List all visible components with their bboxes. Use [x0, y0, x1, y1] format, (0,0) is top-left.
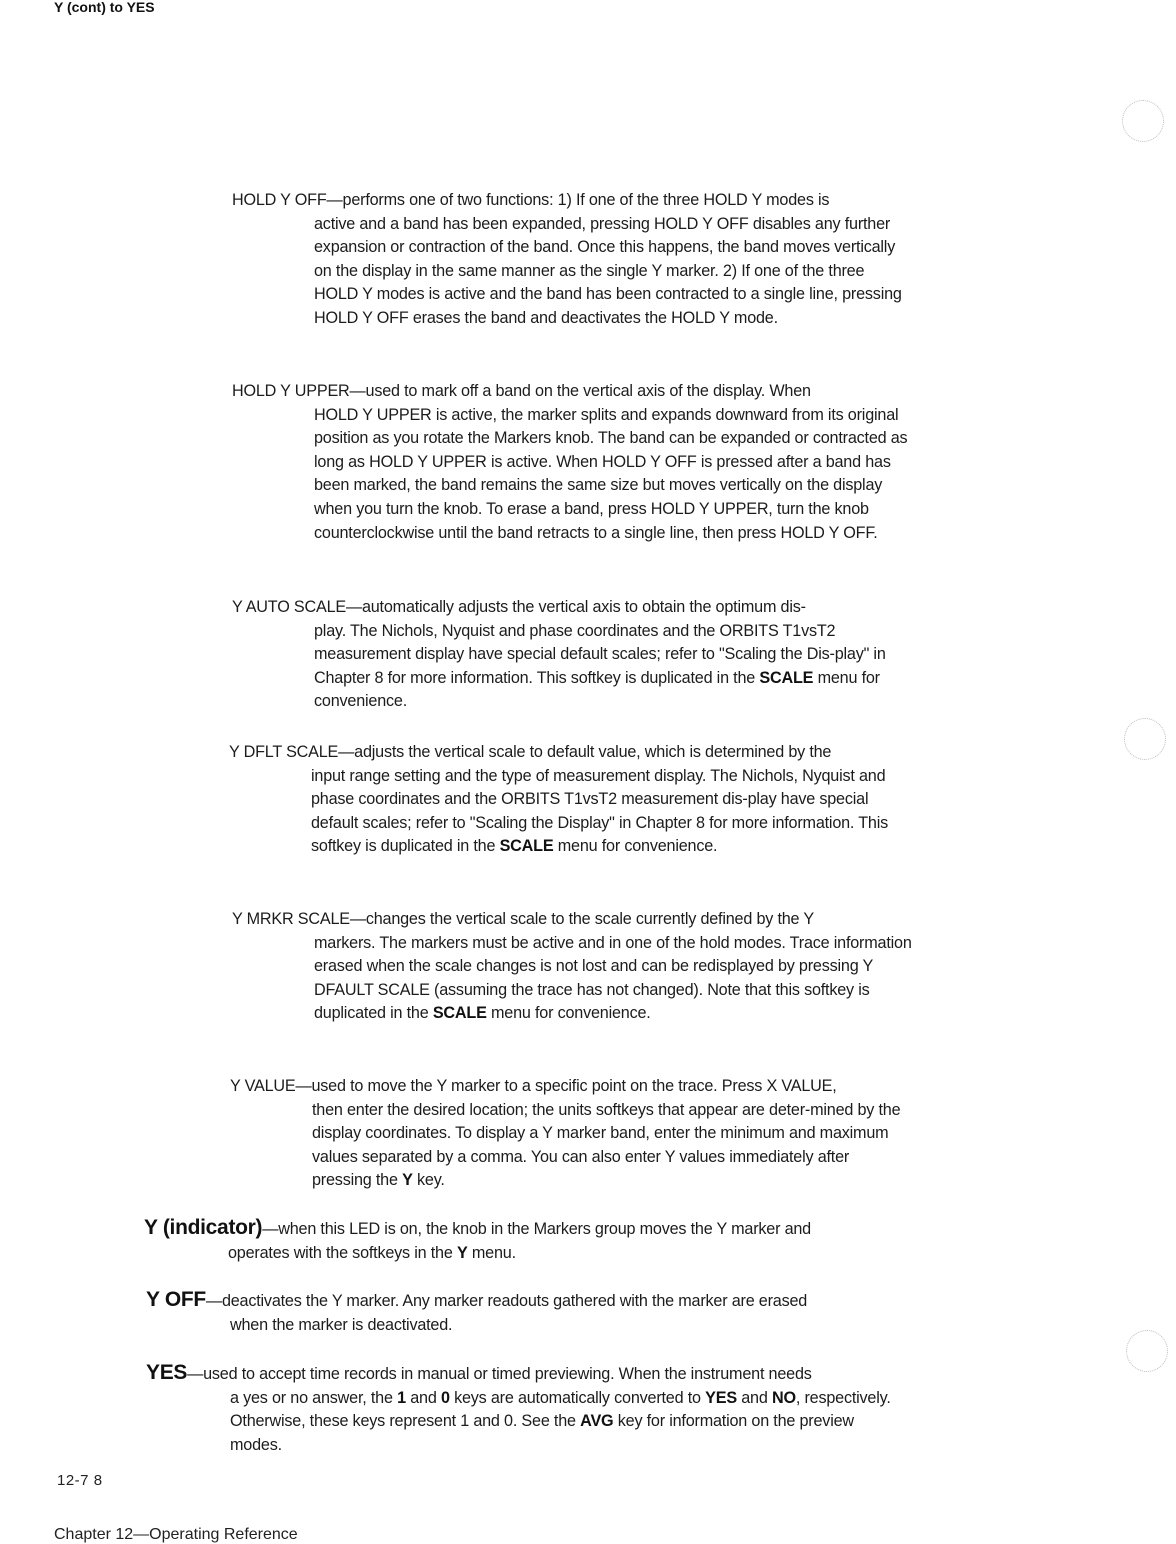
entry-body-text: a yes or no answer, the	[230, 1388, 393, 1407]
entry-body-text: menu for convenience.	[557, 837, 718, 856]
entry-hold-y-upper	[232, 380, 912, 545]
key-label: Y	[402, 1171, 413, 1190]
entry-body: active and a band has been expanded, pressing HOLD Y OFF disables any further expansion or contraction of the band. Once this happens, the band moves vertically on the display in the same manner as the single Y marker. 2) If one of the three HOLD Y modes is active and the band has been contracted to a single line, pressing HOLD Y OFF erases the band and deactivates the HOLD Y mode.	[314, 214, 902, 327]
key-label: 0	[440, 1388, 450, 1407]
entry-body-text: and	[741, 1388, 768, 1407]
entry-first-line: Y DFLT SCALE—adjusts the vertical scale to default value, which is determined by the	[229, 743, 832, 761]
key-label: YES	[705, 1388, 737, 1407]
entry-body-text: operates with the softkeys in the	[228, 1243, 453, 1262]
entry-first-line	[144, 1216, 908, 1242]
entry-first-text: —used to accept time records in manual or timed previewing. When the instrument needs	[187, 1365, 812, 1383]
entry-first-text: —when this LED is on, the knob in the Markers group moves the Y marker and	[262, 1220, 811, 1238]
header-section: Y (cont) to YES	[54, 0, 155, 15]
page-number: 12-7 8	[57, 1472, 103, 1489]
entry-yes	[146, 1361, 910, 1457]
entry-first-line: HOLD Y UPPER—used to mark off a band on the vertical axis of the display. When	[232, 382, 811, 400]
binder-hole-bottom	[1126, 1330, 1168, 1372]
running-header	[54, 0, 155, 14]
entry-term: Y OFF	[146, 1288, 206, 1311]
entry-first-line: Y VALUE—used to move the Y marker to a specific point on the trace. Press X VALUE,	[230, 1077, 837, 1095]
entry-body-text: , respectively. Otherwise, these keys represent 1 and 0. See the	[230, 1388, 891, 1431]
binder-hole-top	[1122, 100, 1164, 142]
entry-body-text: menu.	[471, 1243, 516, 1262]
key-label: AVG	[580, 1412, 614, 1431]
binder-hole-middle	[1124, 718, 1166, 760]
entry-y-mrkr-scale	[232, 908, 912, 1026]
entry-body-text: input range setting and the type of measurement display. The Nichols, Nyquist and phase coordinates and the ORBITS T1vsT2 measurement dis-play have special default scales; refer to "Scaling the Display" in Chapter 8 for more information. This softkey is duplicated in the	[311, 766, 889, 856]
entry-body-text: menu for convenience.	[314, 668, 880, 711]
entry-hold-y-off	[232, 189, 912, 331]
entry-term: Y (indicator)	[144, 1216, 263, 1239]
key-label: SCALE	[759, 668, 814, 687]
key-label: Y	[456, 1243, 468, 1262]
entry-body-text: key.	[417, 1171, 445, 1190]
entry-y-auto-scale	[232, 596, 912, 714]
key-label: SCALE	[432, 1004, 487, 1023]
entry-y-off	[146, 1288, 910, 1337]
entry-first-line	[146, 1361, 910, 1387]
key-label: 1	[397, 1388, 406, 1407]
entry-body	[229, 765, 909, 859]
entry-body-text: then enter the desired location; the units softkeys that appear are deter-mined by the display coordinates. To display a Y marker band, enter the minimum and maximum values separated by a comma. You can also enter Y values immediately after pressing the	[312, 1100, 901, 1190]
entry-body	[232, 620, 912, 714]
key-label: NO	[771, 1388, 796, 1407]
entry-body	[144, 1242, 908, 1266]
running-footer: Chapter 12—Operating Reference	[54, 1526, 298, 1543]
entry-y-indicator	[144, 1216, 908, 1265]
entry-body	[232, 932, 912, 1026]
key-label: SCALE	[499, 837, 554, 856]
entry-body: HOLD Y UPPER is active, the marker splits and expands downward from its original position as you rotate the Markers knob. The band can be expanded or contracted as long as HOLD Y UPPER is active. When HOLD Y OFF is pressed after a band has been marked, the band remains the same size but moves vertically on the display when you turn the knob. To erase a band, press HOLD Y UPPER, turn the knob counterclockwise until the band retracts to a single line, then press HOLD Y OFF.	[314, 405, 908, 542]
entry-first-line	[146, 1288, 910, 1314]
entry-term: YES	[146, 1361, 188, 1384]
entry-body: when the marker is deactivated.	[230, 1315, 453, 1334]
entry-first-line: HOLD Y OFF—performs one of two functions: 1) If one of the three HOLD Y modes is	[232, 191, 830, 209]
entry-y-dflt-scale	[229, 741, 909, 859]
entry-first-text: —deactivates the Y marker. Any marker readouts gathered with the marker are erased	[205, 1292, 808, 1310]
entry-body	[230, 1099, 910, 1193]
entry-body-text: and	[410, 1388, 437, 1407]
entry-body-text: menu for convenience.	[491, 1004, 651, 1023]
entry-body	[146, 1387, 910, 1458]
entry-first-line: Y AUTO SCALE—automatically adjusts the vertical axis to obtain the optimum dis-	[232, 598, 806, 616]
entry-body-text: keys are automatically converted to	[454, 1388, 701, 1407]
entry-body-text: markers. The markers must be active and in one of the hold modes. Trace information erased when the scale changes is not lost and can be redisplayed by pressing Y DFAULT SCALE (assuming the trace has not changed). Note that this softkey is duplicated in the	[314, 933, 912, 1023]
entry-body-text: key for information on the preview modes.	[230, 1412, 854, 1454]
entry-body-text: play. The Nichols, Nyquist and phase coordinates and the ORBITS T1vsT2 measurement display have special default scales; refer to "Scaling the Dis-play" in Chapter 8 for more information. This softkey is duplicated in the	[314, 621, 886, 687]
entry-first-line: Y MRKR SCALE—changes the vertical scale to the scale currently defined by the Y	[232, 910, 814, 928]
entry-y-value	[230, 1075, 910, 1193]
